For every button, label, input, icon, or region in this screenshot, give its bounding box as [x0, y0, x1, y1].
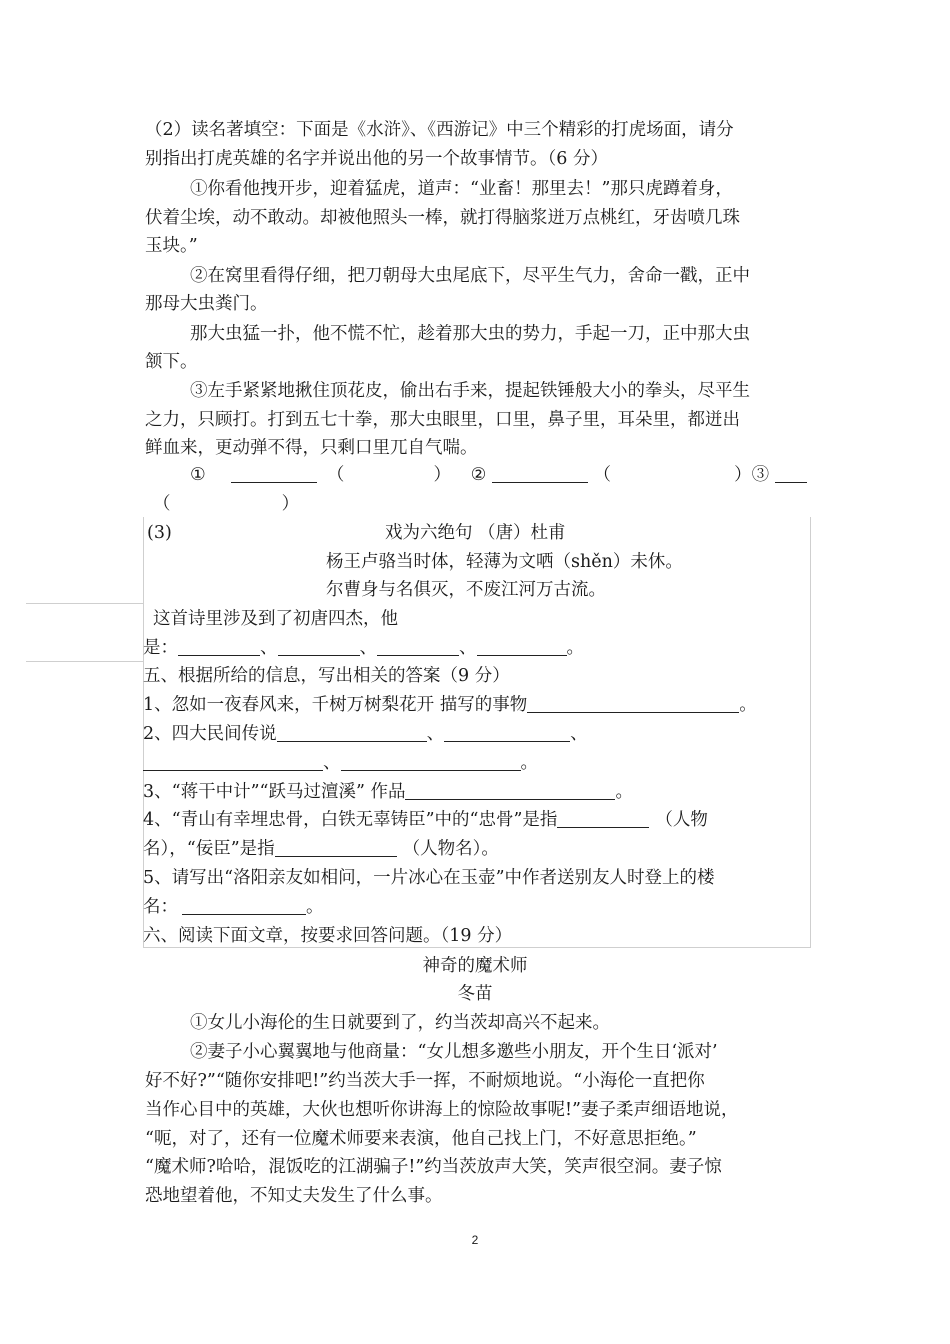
poem-line-2: 尔曹身与名俱灭，不废江河万古流。 [326, 580, 606, 600]
period: 。 [566, 638, 584, 658]
period: 。 [520, 753, 538, 773]
answer-blank[interactable] [178, 637, 260, 656]
q2-passage-3: ③左手紧紧地揪住顶花皮，偷出右手来，提起铁锤般大小的拳头，尽平生 [190, 381, 750, 401]
s5-item-2-cont [143, 751, 538, 775]
q2-answer-row-2 [153, 492, 299, 516]
s5-item-5-cont [143, 895, 324, 919]
separator: 、 [323, 753, 341, 773]
article-paragraph-2: ②妻子小心翼翼地与他商量：“女儿想多邀些小朋友，开个生日‘派对’ [190, 1042, 718, 1062]
paren-close: ） [433, 465, 452, 485]
item-text: （人物名）。 [402, 839, 499, 859]
q2-line-1: （2）读名著填空：下面是《水浒》、《西游记》中三个精彩的打虎场面，请分 [145, 120, 734, 140]
answer-blank[interactable] [143, 752, 323, 771]
answer-blank[interactable] [557, 809, 649, 828]
answer-blank-2[interactable] [492, 464, 588, 483]
s5-item-3 [143, 780, 633, 804]
separator: 、 [570, 724, 588, 744]
s5-item-2 [143, 722, 588, 746]
paren-open: （ [326, 465, 345, 485]
q3-number: (3) [147, 523, 172, 543]
page-number: 2 [471, 1233, 479, 1247]
q2-line-2: 别指出打虎英雄的名字并说出他的另一个故事情节。（6 分） [145, 149, 608, 169]
side-box [26, 603, 143, 662]
article-paragraph-2: 当作心目中的英雄，大伙也想听你讲海上的惊险故事呢!”妻子柔声细语地说， [145, 1100, 739, 1120]
paren-open: （ [153, 494, 171, 514]
answer-blank[interactable] [405, 781, 615, 800]
q3-question: 这首诗里涉及到了初唐四杰，他 [153, 609, 398, 629]
answer-blank[interactable] [377, 637, 459, 656]
article-paragraph-2: “魔术师?哈哈，混饭吃的江湖骗子!”约当茨放声大笑，笑声很空洞。妻子惊 [145, 1157, 722, 1177]
separator: 、 [459, 638, 477, 658]
marker-2: ② [470, 465, 487, 485]
s5-item-5: 5、请写出“洛阳亲友如相问，一片冰心在玉壶”中作者送别友人时登上的楼 [143, 868, 715, 888]
section-5-heading: 五、根据所给的信息，写出相关的答案（9 分） [143, 666, 510, 686]
item-text: 名： [143, 897, 178, 917]
s5-item-1 [143, 693, 757, 717]
article-author: 冬苗 [457, 984, 493, 1004]
period: 。 [306, 897, 324, 917]
item-text: 2、四大民间传说 [143, 724, 277, 744]
q2-answer-row [190, 463, 807, 487]
answer-blank-1[interactable] [231, 464, 317, 483]
item-text: 1、忽如一夜春风来，千树万树梨花开 描写的事物 [143, 695, 528, 715]
separator: 、 [260, 638, 278, 658]
separator: 、 [426, 724, 445, 744]
answer-blank[interactable] [477, 637, 567, 656]
q2-passage-2: 那母大虫粪门。 [145, 294, 268, 314]
article-title: 神奇的魔术师 [422, 956, 528, 976]
paren-close: ） [281, 494, 300, 514]
separator: 、 [359, 638, 377, 658]
q2-passage-1: 伏着尘埃，动不敢动。却被他照头一棒，就打得脑浆迸万点桃红，牙齿喷几珠 [145, 208, 740, 228]
paren-open: （ [593, 465, 611, 485]
item-text: 3、“蒋干中计”“跃马过澶溪” 作品 [143, 782, 406, 802]
marker-3: ）③ [734, 465, 770, 485]
period: 。 [615, 782, 633, 802]
marker-1: ① [190, 465, 206, 485]
article-paragraph-2: 好不好?”“随你安排吧!”约当茨大手一挥，不耐烦地说。“小海伦一直把你 [145, 1071, 705, 1091]
q2-passage-2: 那大虫猛一扑，他不慌不忙，趁着那大虫的势力，手起一刀，正中那大虫 [190, 324, 750, 344]
s5-item-4 [143, 808, 708, 832]
q3-answer-row [143, 636, 584, 660]
q2-passage-3: 鲜血来，更动弹不得，只剩口里兀自气喘。 [145, 438, 478, 458]
article-paragraph-2: “呃，对了，还有一位魔术师要来表演，他自己找上门，不好意思拒绝。” [145, 1129, 697, 1149]
period: 。 [739, 695, 757, 715]
label-is: 是： [143, 638, 178, 658]
poem-title: 戏为六绝句 （唐）杜甫 [385, 523, 566, 543]
q2-passage-1: ①你看他拽开步，迎着猛虎，道声：“业畜！那里去！”那只虎蹲着身， [190, 179, 733, 199]
s5-item-4-cont [143, 837, 499, 861]
answer-blank[interactable] [527, 694, 739, 713]
answer-blank[interactable] [182, 896, 306, 915]
article-paragraph-1: ①女儿小海伦的生日就要到了，约当茨却高兴不起来。 [190, 1013, 610, 1033]
item-text: （人物 [655, 810, 708, 830]
answer-blank[interactable] [277, 723, 427, 742]
item-text: 名），“佞臣”是指 [143, 839, 275, 859]
q2-passage-1: 玉块。” [145, 236, 198, 256]
q2-passage-2: 颔下。 [145, 352, 198, 372]
q2-passage-2: ②在窝里看得仔细，把刀朝母大虫尾底下，尽平生气力，舍命一戳，正中 [190, 266, 750, 286]
article-paragraph-2: 恐地望着他，不知丈夫发生了什么事。 [145, 1186, 443, 1206]
answer-blank[interactable] [275, 838, 397, 857]
answer-blank[interactable] [444, 723, 570, 742]
poem-line-1: 杨王卢骆当时体，轻薄为文哂（shěn）未休。 [326, 552, 683, 572]
section-6-heading: 六、阅读下面文章，按要求回答问题。（19 分） [143, 926, 513, 946]
q2-passage-3: 之力，只顾打。打到五七十拳，那大虫眼里，口里，鼻子里，耳朵里，都迸出 [145, 410, 740, 430]
answer-blank[interactable] [341, 752, 521, 771]
answer-blank[interactable] [278, 637, 360, 656]
answer-blank-3[interactable] [775, 464, 807, 483]
item-text: 4、“青山有幸埋忠骨，白铁无辜铸臣”中的“忠骨”是指 [143, 810, 558, 830]
